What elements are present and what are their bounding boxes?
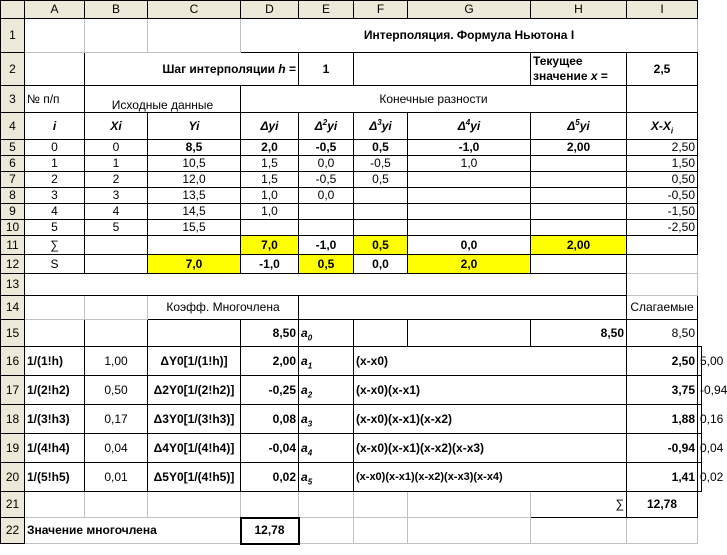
row-header-15[interactable]: 15 bbox=[1, 320, 25, 347]
a-sub: 4 bbox=[307, 447, 313, 457]
poly-value-label[interactable]: Значение многочлена bbox=[25, 518, 241, 544]
cell-d1[interactable] bbox=[241, 220, 299, 236]
poly-val[interactable]: -0,94 bbox=[698, 376, 702, 405]
cell-a21[interactable] bbox=[25, 492, 85, 518]
cell-d3[interactable]: 0,5 bbox=[354, 140, 408, 156]
cell-a1[interactable] bbox=[25, 19, 85, 53]
hdr-d4yi-pre: Δ bbox=[457, 118, 466, 133]
col-header-g[interactable]: G bbox=[408, 1, 531, 19]
cell-x[interactable]: 4 bbox=[85, 204, 148, 220]
hdr-d3yi-post: yi bbox=[381, 118, 392, 133]
cell-c11[interactable] bbox=[148, 236, 241, 255]
poly-row-0 bbox=[1, 320, 702, 347]
row-header-14[interactable]: 14 bbox=[1, 296, 25, 320]
poly-product[interactable]: (x-x0)(x-x1) bbox=[354, 376, 627, 405]
hdr-d3yi-pre: Δ bbox=[369, 118, 378, 133]
cell-y[interactable]: 13,5 bbox=[148, 188, 241, 204]
hdr-xi[interactable]: Xi bbox=[85, 113, 148, 140]
row-header-1[interactable]: 1 bbox=[1, 19, 25, 53]
cell-i[interactable]: 1 bbox=[25, 156, 85, 172]
cell-b21[interactable] bbox=[85, 492, 148, 518]
cell-x[interactable]: 2 bbox=[85, 172, 148, 188]
s-d3[interactable]: 0,0 bbox=[354, 255, 408, 274]
row-header-18[interactable]: 18 bbox=[1, 405, 25, 434]
cell-d2[interactable] bbox=[299, 204, 354, 220]
cell-e21[interactable] bbox=[299, 492, 354, 518]
cell-xx[interactable]: -2,50 bbox=[627, 220, 698, 236]
hdr-d5yi-post: yi bbox=[579, 118, 590, 133]
a-sub: 5 bbox=[307, 476, 313, 486]
step-value[interactable]: 1 bbox=[299, 53, 354, 86]
sum-d5[interactable]: 2,00 bbox=[531, 236, 627, 255]
poly-formula[interactable]: Δ5Y0[1/(4!h5)] bbox=[148, 463, 241, 492]
poly-formula[interactable]: Δ3Y0[1/(3!h3)] bbox=[148, 405, 241, 434]
col-header-b[interactable]: B bbox=[85, 1, 148, 19]
column-header-row bbox=[1, 1, 702, 19]
row-header-20[interactable]: 20 bbox=[1, 463, 25, 492]
hdr-d4yi[interactable] bbox=[408, 113, 531, 140]
cell-d2[interactable]: -0,5 bbox=[299, 140, 354, 156]
col-header-f[interactable]: F bbox=[354, 1, 408, 19]
row-header-5[interactable]: 5 bbox=[1, 140, 25, 156]
current-eq: = bbox=[600, 69, 608, 83]
a-sub: 2 bbox=[307, 389, 313, 399]
row-header-2[interactable]: 2 bbox=[1, 53, 25, 86]
cell-d3[interactable] bbox=[354, 188, 408, 204]
a0-sub: 0 bbox=[307, 332, 313, 342]
poly-value-row bbox=[1, 518, 702, 544]
data-row-5 bbox=[1, 220, 702, 236]
poly-lbl[interactable]: 1/(3!h3) bbox=[25, 405, 85, 434]
cell-x[interactable]: 3 bbox=[85, 188, 148, 204]
poly-coef[interactable]: 2,00 bbox=[241, 347, 299, 376]
a-letter: a bbox=[301, 411, 308, 426]
poly-val[interactable]: 5,00 bbox=[698, 347, 702, 376]
hdr-d5yi[interactable] bbox=[531, 113, 627, 140]
sum-d2[interactable]: -1,0 bbox=[299, 236, 354, 255]
cell-i3[interactable] bbox=[627, 86, 698, 113]
poly-coef[interactable]: -0,25 bbox=[241, 376, 299, 405]
hdr-d3yi[interactable] bbox=[354, 113, 408, 140]
cell-y[interactable]: 14,5 bbox=[148, 204, 241, 220]
val-0[interactable]: 8,50 bbox=[627, 320, 698, 347]
cell-i11[interactable] bbox=[627, 236, 698, 255]
col-header-c[interactable]: C bbox=[148, 1, 241, 19]
cell-xx[interactable]: 1,50 bbox=[627, 156, 698, 172]
poly-term[interactable]: 1,88 bbox=[627, 405, 698, 434]
poly-a[interactable] bbox=[299, 463, 354, 492]
total-row bbox=[1, 492, 702, 518]
cell-d3[interactable] bbox=[354, 220, 408, 236]
hdr-d5yi-pre: Δ bbox=[567, 118, 576, 133]
sheet-row-2 bbox=[1, 53, 702, 86]
cell-d5[interactable] bbox=[531, 188, 627, 204]
cell-d3[interactable]: 0,5 bbox=[354, 172, 408, 188]
hdr-d4yi-sup: 4 bbox=[465, 117, 471, 127]
col-header-e[interactable]: E bbox=[299, 1, 354, 19]
cell-d4[interactable] bbox=[408, 188, 531, 204]
hdr-yi[interactable]: Yi bbox=[148, 113, 241, 140]
total-symbol[interactable]: ∑ bbox=[531, 492, 627, 518]
hdr-d5yi-sup: 5 bbox=[575, 117, 580, 127]
poly-term[interactable]: 3,75 bbox=[627, 376, 698, 405]
cell-g21[interactable] bbox=[408, 492, 531, 518]
row-header-17[interactable]: 17 bbox=[1, 376, 25, 405]
cell-b12[interactable] bbox=[85, 255, 148, 274]
s-d4[interactable]: 2,0 bbox=[408, 255, 531, 274]
sum-d3[interactable]: 0,5 bbox=[354, 236, 408, 255]
cell-d1[interactable]: 1,5 bbox=[241, 172, 299, 188]
row-header-13[interactable]: 13 bbox=[1, 274, 25, 296]
cell-i[interactable]: 3 bbox=[25, 188, 85, 204]
poly-a[interactable] bbox=[299, 434, 354, 463]
cell-d1[interactable]: 1,5 bbox=[241, 156, 299, 172]
cell-d4[interactable] bbox=[408, 204, 531, 220]
cell-d2[interactable]: 0,0 bbox=[299, 188, 354, 204]
poly-val[interactable]: 0,16 bbox=[698, 405, 702, 434]
sum-row bbox=[1, 236, 702, 255]
hdr-d4yi-post: yi bbox=[470, 118, 481, 133]
step-eq: = bbox=[288, 61, 296, 76]
hdr-d2yi-sup: 2 bbox=[322, 117, 328, 127]
cell-i[interactable]: 5 bbox=[25, 220, 85, 236]
hdr-x-xi[interactable] bbox=[627, 113, 698, 140]
row-header-8[interactable]: 8 bbox=[1, 188, 25, 204]
poly-k[interactable]: 1,00 bbox=[85, 347, 148, 376]
cell-y[interactable]: 8,5 bbox=[148, 140, 241, 156]
current-label-cell[interactable] bbox=[531, 53, 627, 86]
cell-d2[interactable] bbox=[299, 220, 354, 236]
a-sub: 1 bbox=[307, 360, 313, 370]
hdr-i[interactable]: i bbox=[25, 113, 85, 140]
poly-row-5 bbox=[1, 463, 702, 492]
cell-e22[interactable] bbox=[299, 518, 354, 544]
cell-f21[interactable] bbox=[354, 492, 408, 518]
cell-d1[interactable]: 2,0 bbox=[241, 140, 299, 156]
select-all-corner[interactable] bbox=[1, 1, 25, 19]
sheet-row-4 bbox=[1, 113, 702, 140]
a-sub: 3 bbox=[307, 418, 313, 428]
poly-lbl[interactable]: 1/(4!h4) bbox=[25, 434, 85, 463]
sheet-row-14 bbox=[1, 296, 702, 320]
title-cell[interactable]: Интерполяция. Формула Ньютона I bbox=[241, 19, 698, 53]
cell-a13[interactable] bbox=[25, 274, 627, 296]
cell-i22[interactable] bbox=[627, 518, 698, 544]
sum-d1[interactable]: 7,0 bbox=[241, 236, 299, 255]
poly-coef[interactable]: -0,04 bbox=[241, 434, 299, 463]
cell-b14[interactable] bbox=[85, 296, 148, 320]
row-header-7[interactable]: 7 bbox=[1, 172, 25, 188]
cell-i[interactable]: 2 bbox=[25, 172, 85, 188]
term-0[interactable]: 8,50 bbox=[531, 320, 627, 347]
data-row-1 bbox=[1, 156, 702, 172]
poly-term[interactable]: 1,41 bbox=[627, 463, 698, 492]
hdr-d2yi[interactable] bbox=[299, 113, 354, 140]
cell-d1[interactable]: 1,0 bbox=[241, 188, 299, 204]
poly-a[interactable] bbox=[299, 405, 354, 434]
data-row-2 bbox=[1, 172, 702, 188]
cell-d4[interactable] bbox=[408, 172, 531, 188]
row-header-19[interactable]: 19 bbox=[1, 434, 25, 463]
cell-c1[interactable] bbox=[148, 19, 241, 53]
cell-x[interactable]: 1 bbox=[85, 156, 148, 172]
row-header-11[interactable]: 11 bbox=[1, 236, 25, 255]
col-header-h[interactable]: H bbox=[531, 1, 627, 19]
poly-lbl[interactable]: 1/(1!h) bbox=[25, 347, 85, 376]
poly-val[interactable]: 0,04 bbox=[698, 434, 702, 463]
cell-e14[interactable] bbox=[299, 296, 627, 320]
cell-d3[interactable]: -0,5 bbox=[354, 156, 408, 172]
row-header-9[interactable]: 9 bbox=[1, 204, 25, 220]
cell-i[interactable]: 0 bbox=[25, 140, 85, 156]
a-letter: a bbox=[301, 353, 308, 368]
poly-formula[interactable]: Δ2Y0[1/(2!h2)] bbox=[148, 376, 241, 405]
poly-term[interactable]: -0,94 bbox=[627, 434, 698, 463]
cell-d5[interactable] bbox=[531, 204, 627, 220]
cell-d2[interactable]: 0,0 bbox=[299, 156, 354, 172]
data-row-0 bbox=[1, 140, 702, 156]
poly-product[interactable]: (x-x0)(x-x1)(x-x2)(x-x3)(x-x4) bbox=[354, 463, 627, 492]
hdr-d2yi-pre: Δ bbox=[314, 118, 323, 133]
cell-d5[interactable] bbox=[531, 172, 627, 188]
hdr-d3yi-sup: 3 bbox=[377, 117, 382, 127]
cell-a14[interactable] bbox=[25, 296, 85, 320]
cell-h22[interactable] bbox=[531, 518, 627, 544]
row-header-22[interactable]: 22 bbox=[1, 518, 25, 544]
cell-d5[interactable] bbox=[531, 156, 627, 172]
cell-a2[interactable] bbox=[25, 53, 85, 86]
cell-d2[interactable]: -0,5 bbox=[299, 172, 354, 188]
cell-xx[interactable]: 0,50 bbox=[627, 172, 698, 188]
cell-b11[interactable] bbox=[85, 236, 148, 255]
cell-a15[interactable] bbox=[25, 320, 85, 347]
poly-lbl[interactable]: 1/(2!h2) bbox=[25, 376, 85, 405]
current-label-1: Текущее bbox=[533, 54, 583, 68]
row-header-12[interactable]: 12 bbox=[1, 255, 25, 274]
finite-diff-header[interactable]: Конечные разности bbox=[241, 86, 627, 113]
poly-coef[interactable]: 0,08 bbox=[241, 405, 299, 434]
poly-a[interactable] bbox=[299, 376, 354, 405]
step-label: Шаг интерполяции bbox=[162, 61, 275, 76]
poly-val[interactable]: 0,02 bbox=[698, 463, 702, 492]
sum-symbol[interactable]: ∑ bbox=[25, 236, 85, 255]
poly-formula[interactable]: Δ4Y0[1/(4!h4)] bbox=[148, 434, 241, 463]
s-label[interactable]: S bbox=[25, 255, 85, 274]
cell-d21[interactable] bbox=[241, 492, 299, 518]
cell-d4[interactable]: -1,0 bbox=[408, 140, 531, 156]
cell-y[interactable]: 12,0 bbox=[148, 172, 241, 188]
poly-row-4 bbox=[1, 434, 702, 463]
source-data-header[interactable]: Исходные данные bbox=[85, 86, 241, 113]
cell-d5[interactable]: 2,00 bbox=[531, 140, 627, 156]
cell-i[interactable]: 4 bbox=[25, 204, 85, 220]
row-header-3[interactable]: 3 bbox=[1, 86, 25, 113]
poly-product[interactable]: (x-x0)(x-x1)(x-x2)(x-x3) bbox=[354, 434, 627, 463]
coef-header[interactable]: Коэфф. Многочлена bbox=[148, 296, 299, 320]
cell-y[interactable]: 15,5 bbox=[148, 220, 241, 236]
cell-i12[interactable] bbox=[627, 255, 698, 274]
a0-label[interactable] bbox=[299, 320, 354, 347]
current-label-2: значение bbox=[533, 69, 588, 83]
col-header-d[interactable]: D bbox=[241, 1, 299, 19]
cell-d3[interactable] bbox=[354, 204, 408, 220]
a0-letter: a bbox=[301, 325, 308, 340]
data-row-3 bbox=[1, 188, 702, 204]
a-letter: a bbox=[301, 440, 308, 455]
poly-row-2 bbox=[1, 376, 702, 405]
cell-c21[interactable] bbox=[148, 492, 241, 518]
cell-xx[interactable]: -1,50 bbox=[627, 204, 698, 220]
row-header-4[interactable]: 4 bbox=[1, 113, 25, 140]
sheet-row-13 bbox=[1, 274, 702, 296]
poly-value[interactable]: 12,78 bbox=[241, 518, 299, 544]
poly-row-1 bbox=[1, 347, 702, 376]
cell-y[interactable]: 10,5 bbox=[148, 156, 241, 172]
cell-xx[interactable]: 2,50 bbox=[627, 140, 698, 156]
cell-d5[interactable] bbox=[531, 220, 627, 236]
a-letter: a bbox=[301, 469, 308, 484]
cell-b1[interactable] bbox=[85, 19, 148, 53]
cell-d4[interactable]: 1,0 bbox=[408, 156, 531, 172]
poly-k[interactable]: 0,17 bbox=[85, 405, 148, 434]
total-value[interactable]: 12,78 bbox=[627, 492, 698, 518]
poly-k[interactable]: 0,01 bbox=[85, 463, 148, 492]
current-var: x bbox=[590, 69, 598, 83]
row-header-10[interactable]: 10 bbox=[1, 220, 25, 236]
s-y[interactable]: 7,0 bbox=[148, 255, 241, 274]
poly-k[interactable]: 0,50 bbox=[85, 376, 148, 405]
cell-c15[interactable] bbox=[148, 320, 241, 347]
cell-f22[interactable] bbox=[354, 518, 408, 544]
cell-d1[interactable]: 1,0 bbox=[241, 204, 299, 220]
poly-k[interactable]: 0,04 bbox=[85, 434, 148, 463]
terms-header[interactable]: Слагаемые bbox=[627, 296, 698, 320]
cell-f2[interactable] bbox=[354, 53, 531, 86]
row-header-6[interactable]: 6 bbox=[1, 156, 25, 172]
poly-formula[interactable]: ΔY0[1/(1!h)] bbox=[148, 347, 241, 376]
a-letter: a bbox=[301, 382, 308, 397]
row-header-16[interactable]: 16 bbox=[1, 347, 25, 376]
row-header-21[interactable]: 21 bbox=[1, 492, 25, 518]
cell-b15[interactable] bbox=[85, 320, 148, 347]
poly-coef[interactable]: 0,02 bbox=[241, 463, 299, 492]
poly-term[interactable]: 2,50 bbox=[627, 347, 698, 376]
step-label-cell[interactable] bbox=[85, 53, 299, 86]
cell-d4[interactable] bbox=[408, 220, 531, 236]
hdr-d2yi-post: yi bbox=[327, 118, 338, 133]
cell-g15[interactable] bbox=[408, 320, 531, 347]
np-header[interactable]: № п/п bbox=[25, 86, 85, 113]
hdr-x-xi-pre: X-X bbox=[650, 118, 671, 133]
col-header-a[interactable]: A bbox=[25, 1, 85, 19]
col-header-i[interactable]: I bbox=[627, 1, 698, 19]
s-row bbox=[1, 255, 702, 274]
sheet-row-3 bbox=[1, 86, 702, 113]
hdr-x-xi-sub: i bbox=[670, 125, 674, 135]
coef-a0[interactable]: 8,50 bbox=[241, 320, 299, 347]
cell-h12[interactable] bbox=[531, 255, 627, 274]
current-value[interactable]: 2,5 bbox=[627, 53, 698, 86]
sum-d4[interactable]: 0,0 bbox=[408, 236, 531, 255]
step-var: h bbox=[278, 61, 286, 76]
poly-lbl[interactable]: 1/(5!h5) bbox=[25, 463, 85, 492]
poly-product[interactable]: (x-x0) bbox=[354, 347, 627, 376]
sheet-row-1 bbox=[1, 19, 702, 53]
s-d1[interactable]: -1,0 bbox=[241, 255, 299, 274]
cell-i13[interactable] bbox=[627, 274, 698, 296]
s-d2[interactable]: 0,5 bbox=[299, 255, 354, 274]
poly-row-3 bbox=[1, 405, 702, 434]
cell-x[interactable]: 0 bbox=[85, 140, 148, 156]
cell-g22[interactable] bbox=[408, 518, 531, 544]
data-row-4 bbox=[1, 204, 702, 220]
poly-product[interactable]: (x-x0)(x-x1)(x-x2) bbox=[354, 405, 627, 434]
hdr-dyi[interactable]: Δyi bbox=[241, 113, 299, 140]
cell-f15[interactable] bbox=[354, 320, 408, 347]
poly-a[interactable] bbox=[299, 347, 354, 376]
cell-xx[interactable]: -0,50 bbox=[627, 188, 698, 204]
cell-x[interactable]: 5 bbox=[85, 220, 148, 236]
